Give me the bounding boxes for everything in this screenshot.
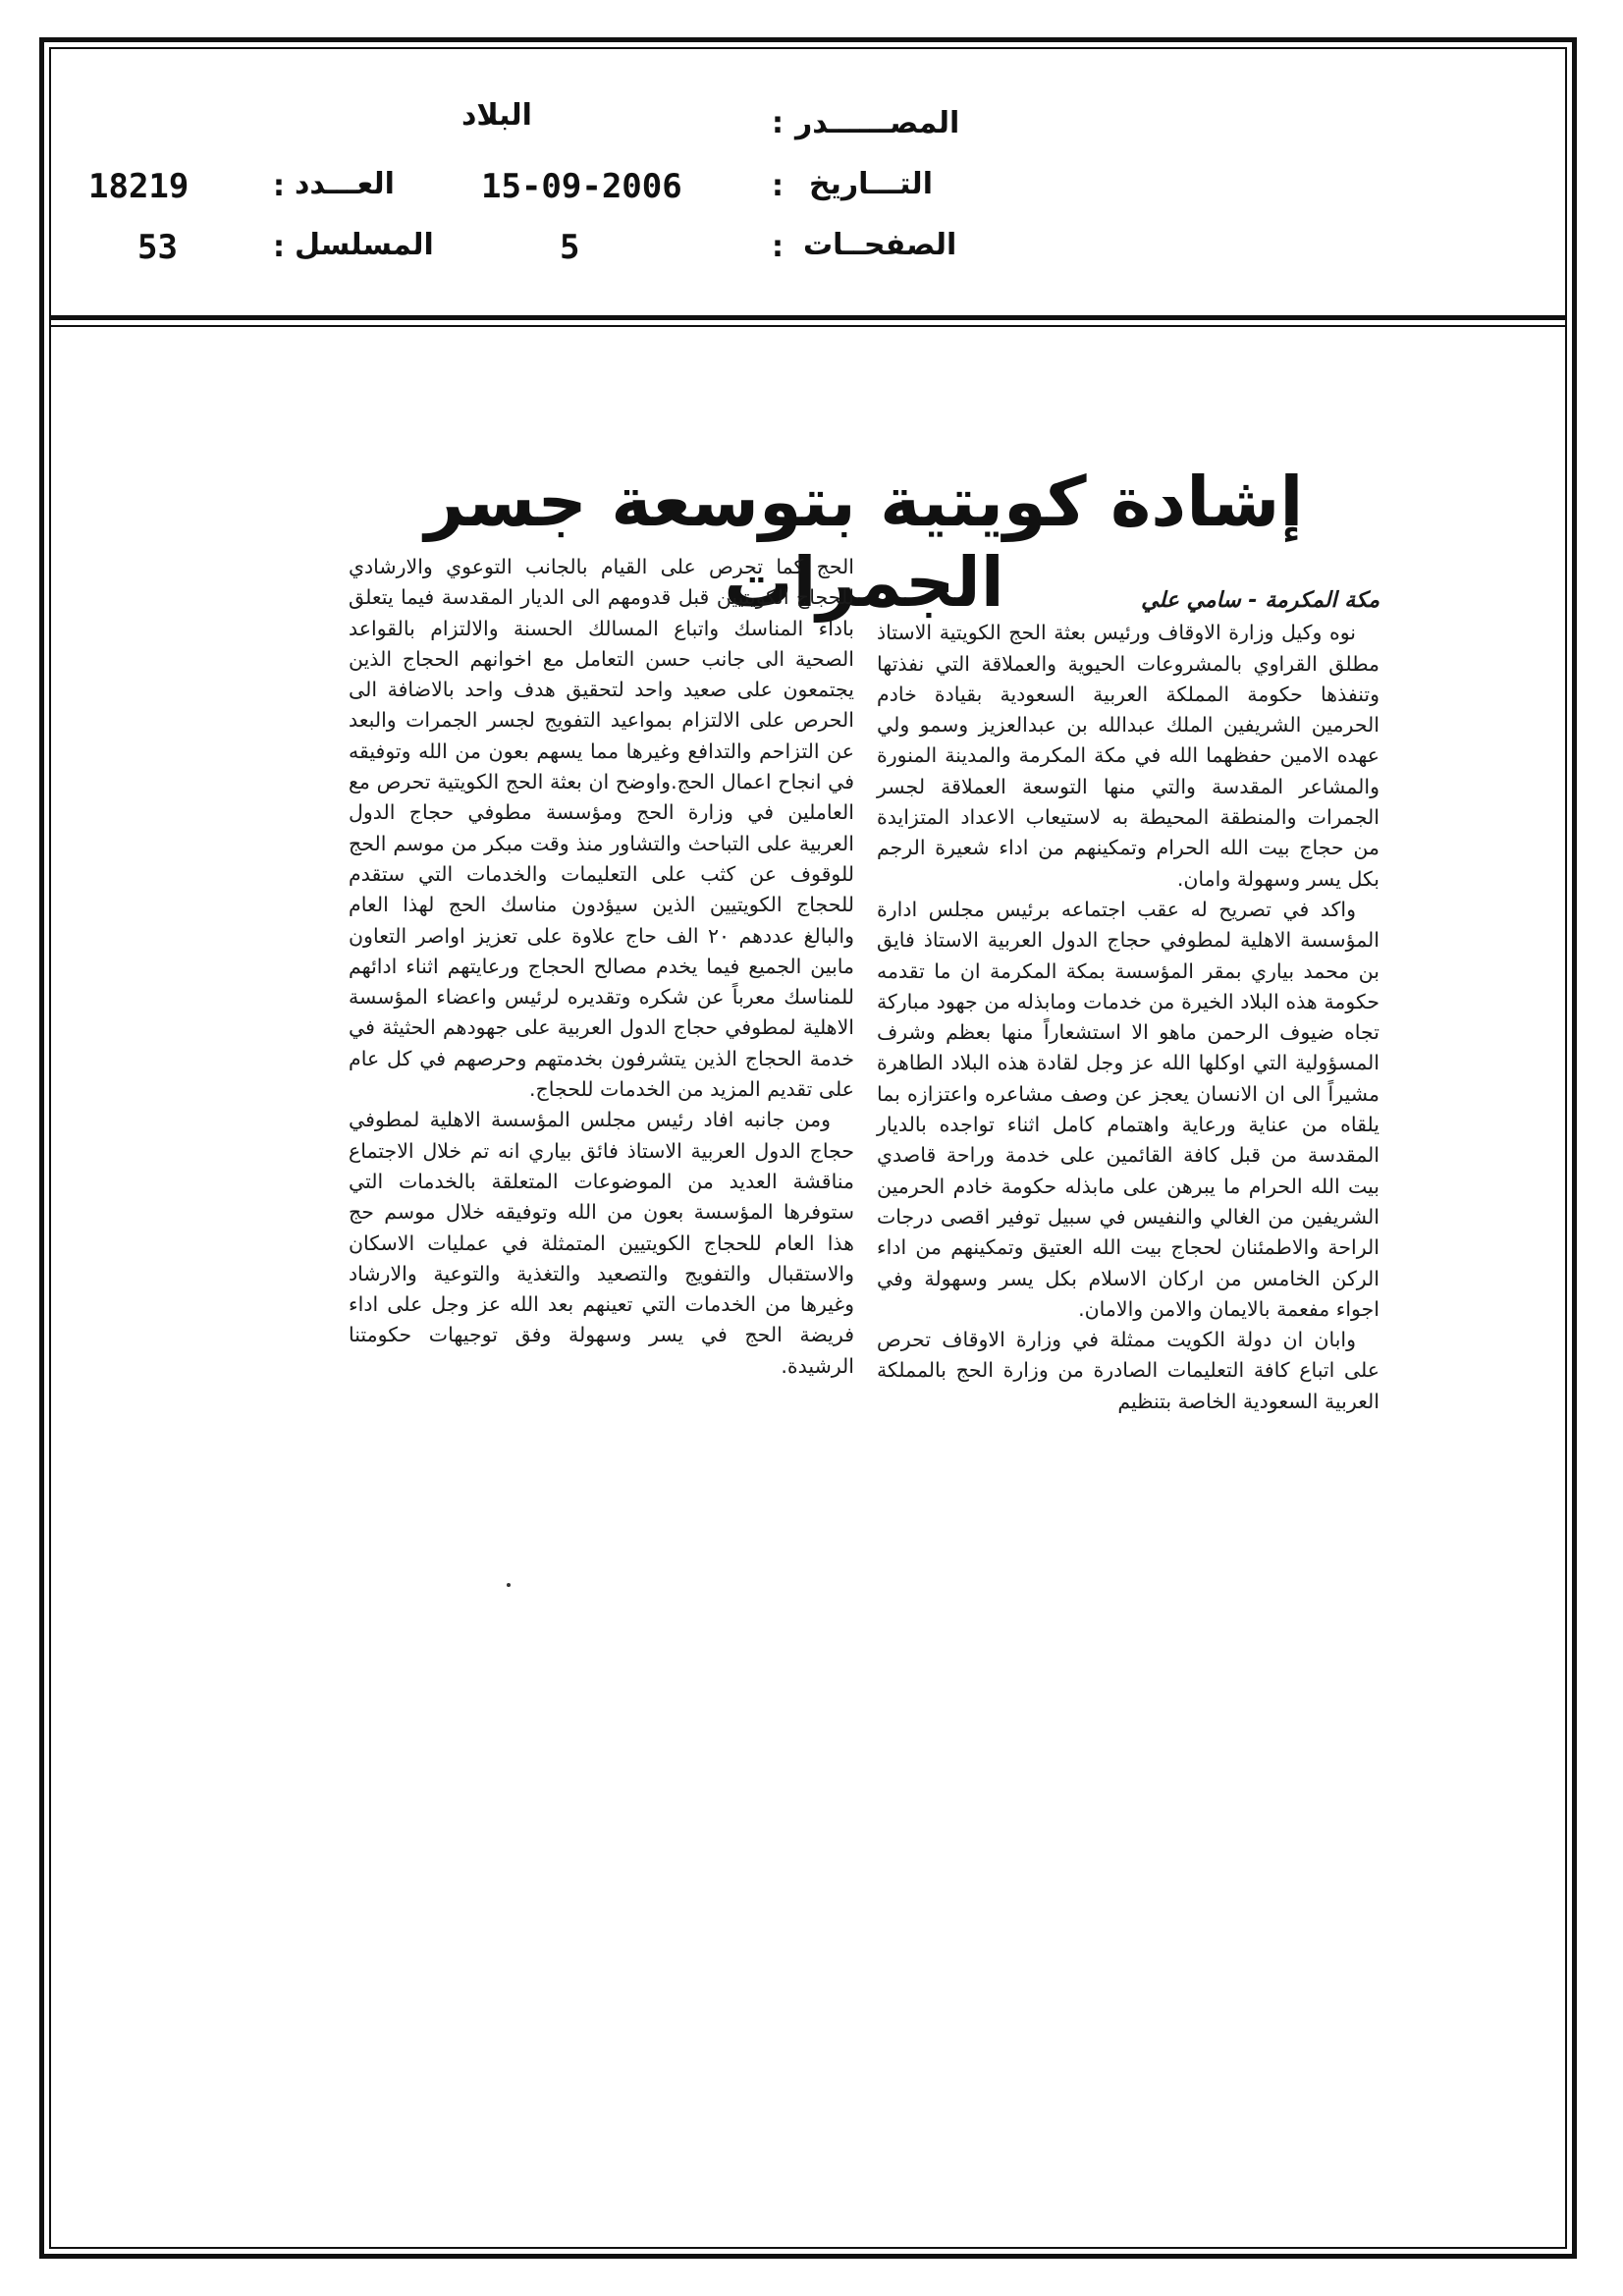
scan-speck [507, 1583, 511, 1587]
article-paragraph: الحج كما تحرص على القيام بالجانب التوعوي والارشادي للحجاج الكويتيين قبل قدومهم الى الديار المقدسة فيما يتعلق باداء المناسك واتباع المسالك الحسنة والالتزام بالقواعد الصحية الى جانب حسن التعامل مع اخوانهم الحجاج الذين يجتمعون على صعيد واحد لتحقيق هدف واحد بالاضافة الى الحرص على الالتزام بمواعيد التفويج لجسر الجمرات والبعد عن التزاحم والتدافع وغيرها مما يسهم بعون من الله وتوفيقه في انجاح اعمال الحج.واوضح ان بعثة الحج الكويتية تحرص مع العاملين في وزارة الحج ومؤسسة مطوفي حجاج الدول العربية على التباحث والتشاور منذ وقت مبكر من موسم الحج للوقوف عن كثب على التعليمات والخدمات التي ستقدم للحجاج الكويتيين الذين سيؤدون مناسك الحج لهذا العام والبالغ عددهم ٢٠ الف حاج علاوة على تعزيز اواصر التعاون مابين الجميع فيما يخدم مصالح الحجاج ورعايتهم اثناء ادائهم للمناسك معرباً عن شكره وتقديره لرئيس واعضاء المؤسسة الاهلية لمطوفي حجاج الدول العربية على جهودهم الحثيثة في خدمة الحجاج الذين يتشرفون بخدمتهم وحرصهم في كل عام على تقديم المزيد من الخدمات للحجاج. [349, 555, 854, 1102]
issue-number: 18219 [88, 167, 189, 206]
article-paragraph: نوه وكيل وزارة الاوقاف ورئيس بعثة الحج الكويتية الاستاذ مطلق القراوي بالمشروعات الحيوية والعملاقة التي نفذتها وتنفذها حكومة المملكة العربية السعودية بقيادة خادم الحرمين الشريفين الملك عبدالله بن عبدالعزيز وسمو ولي عهده الامين حفظهما الله في مكة المكرمة والمدينة المنورة والمشاعر المقدسة والتي منها التوسعة العملاقة لجسر الجمرات والمنطقة المحيطة به لاستيعاب الاعداد المتزايدة من حجاج بيت الله الحرام وتمكينهم من اداء شعيرة الرجم بكل يسر وسهولة وامان. [877, 621, 1380, 891]
source-label: المصــــــدر [795, 106, 960, 140]
article-paragraph: وابان ان دولة الكويت ممثلة في وزارة الاوقاف تحرص على اتباع كافة التعليمات الصادرة من وزارة الحج بالمملكة العربية السعودية الخاصة بتنظيم [877, 1328, 1380, 1413]
header-divider-thin [49, 325, 1567, 327]
article-byline: مكة المكرمة - سامي علي [1141, 588, 1380, 613]
source-value: البلاد [461, 98, 532, 133]
date-label: التـــاريخ [809, 167, 933, 201]
article-paragraph: واكد في تصريح له عقب اجتماعه برئيس مجلس ادارة المؤسسة الاهلية لمطوفي حجاج الدول العربية الاستاذ فايق بن محمد بياري بمقر المؤسسة بمكة المكرمة ان ما تقدمه حكومة هذه البلاد الخيرة من خدمات ومابذله من جهود مباركة تجاه ضيوف الرحمن ماهو الا استشعاراً منها بعظم وشرف المسؤولية التي اوكلها الله عز وجل لقادة هذه البلاد الطاهرة مشيراً الى ان الانسان يعجز عن وصف مشاعره واعتزازه بما يلقاه من عناية ورعاية واهتمام كامل اثناء تواجده بالديار المقدسة من قبل كافة القائمين على خدمة وراحة قاصدي بيت الله الحرام ما يبرهن على مابذله حكومة خادم الحرمين الشريفين من الغالي والنفيس في سبيل توفير اقصى درجات الراحة والاطمئنان لحجاج بيت الله العتيق وتمكينهم من اداء الركن الخامس من اركان الاسلام بكل يسر وسهولة وفي اجواء مفعمة بالايمان والامن والامان. [877, 897, 1380, 1321]
article-column-right [877, 585, 1380, 1417]
pages-value: 5 [560, 228, 580, 267]
article-paragraph: ومن جانبه افاد رئيس مجلس المؤسسة الاهلية لمطوفي حجاج الدول العربية الاستاذ فائق بياري انه تم خلال الاجتماع مناقشة العديد من الموضوعات المتعلقة بالخدمات التي ستوفرها المؤسسة بعون من الله وتوفيقه خلال موسم حج هذا العام للحجاج الكويتيين المتمثلة في عمليات الاسكان والاستقبال والتفويج والتصعيد والتغذية والتوعية والارشاد وغيرها من الخدمات التي تعينهم بعد الله عز وجل على اداء فريضة الحج في يسر وسهولة وفق توجيهات حكومتنا الرشيدة. [349, 1108, 854, 1378]
issue-colon: : [273, 169, 285, 203]
article-column-left [349, 552, 854, 1382]
article-headline: إشادة كويتية بتوسعة جسر الجمرات [424, 462, 1304, 623]
source-colon: : [772, 106, 784, 140]
date-colon: : [772, 169, 784, 203]
serial-label: المسلسل [295, 228, 434, 262]
serial-colon: : [273, 230, 285, 264]
header-divider [49, 315, 1567, 320]
pages-colon: : [772, 230, 784, 264]
issue-label: العـــدد [295, 167, 395, 201]
pages-label: الصفحــات [803, 228, 957, 262]
serial-number: 53 [137, 228, 178, 267]
date-value: 15-09-2006 [481, 167, 682, 206]
